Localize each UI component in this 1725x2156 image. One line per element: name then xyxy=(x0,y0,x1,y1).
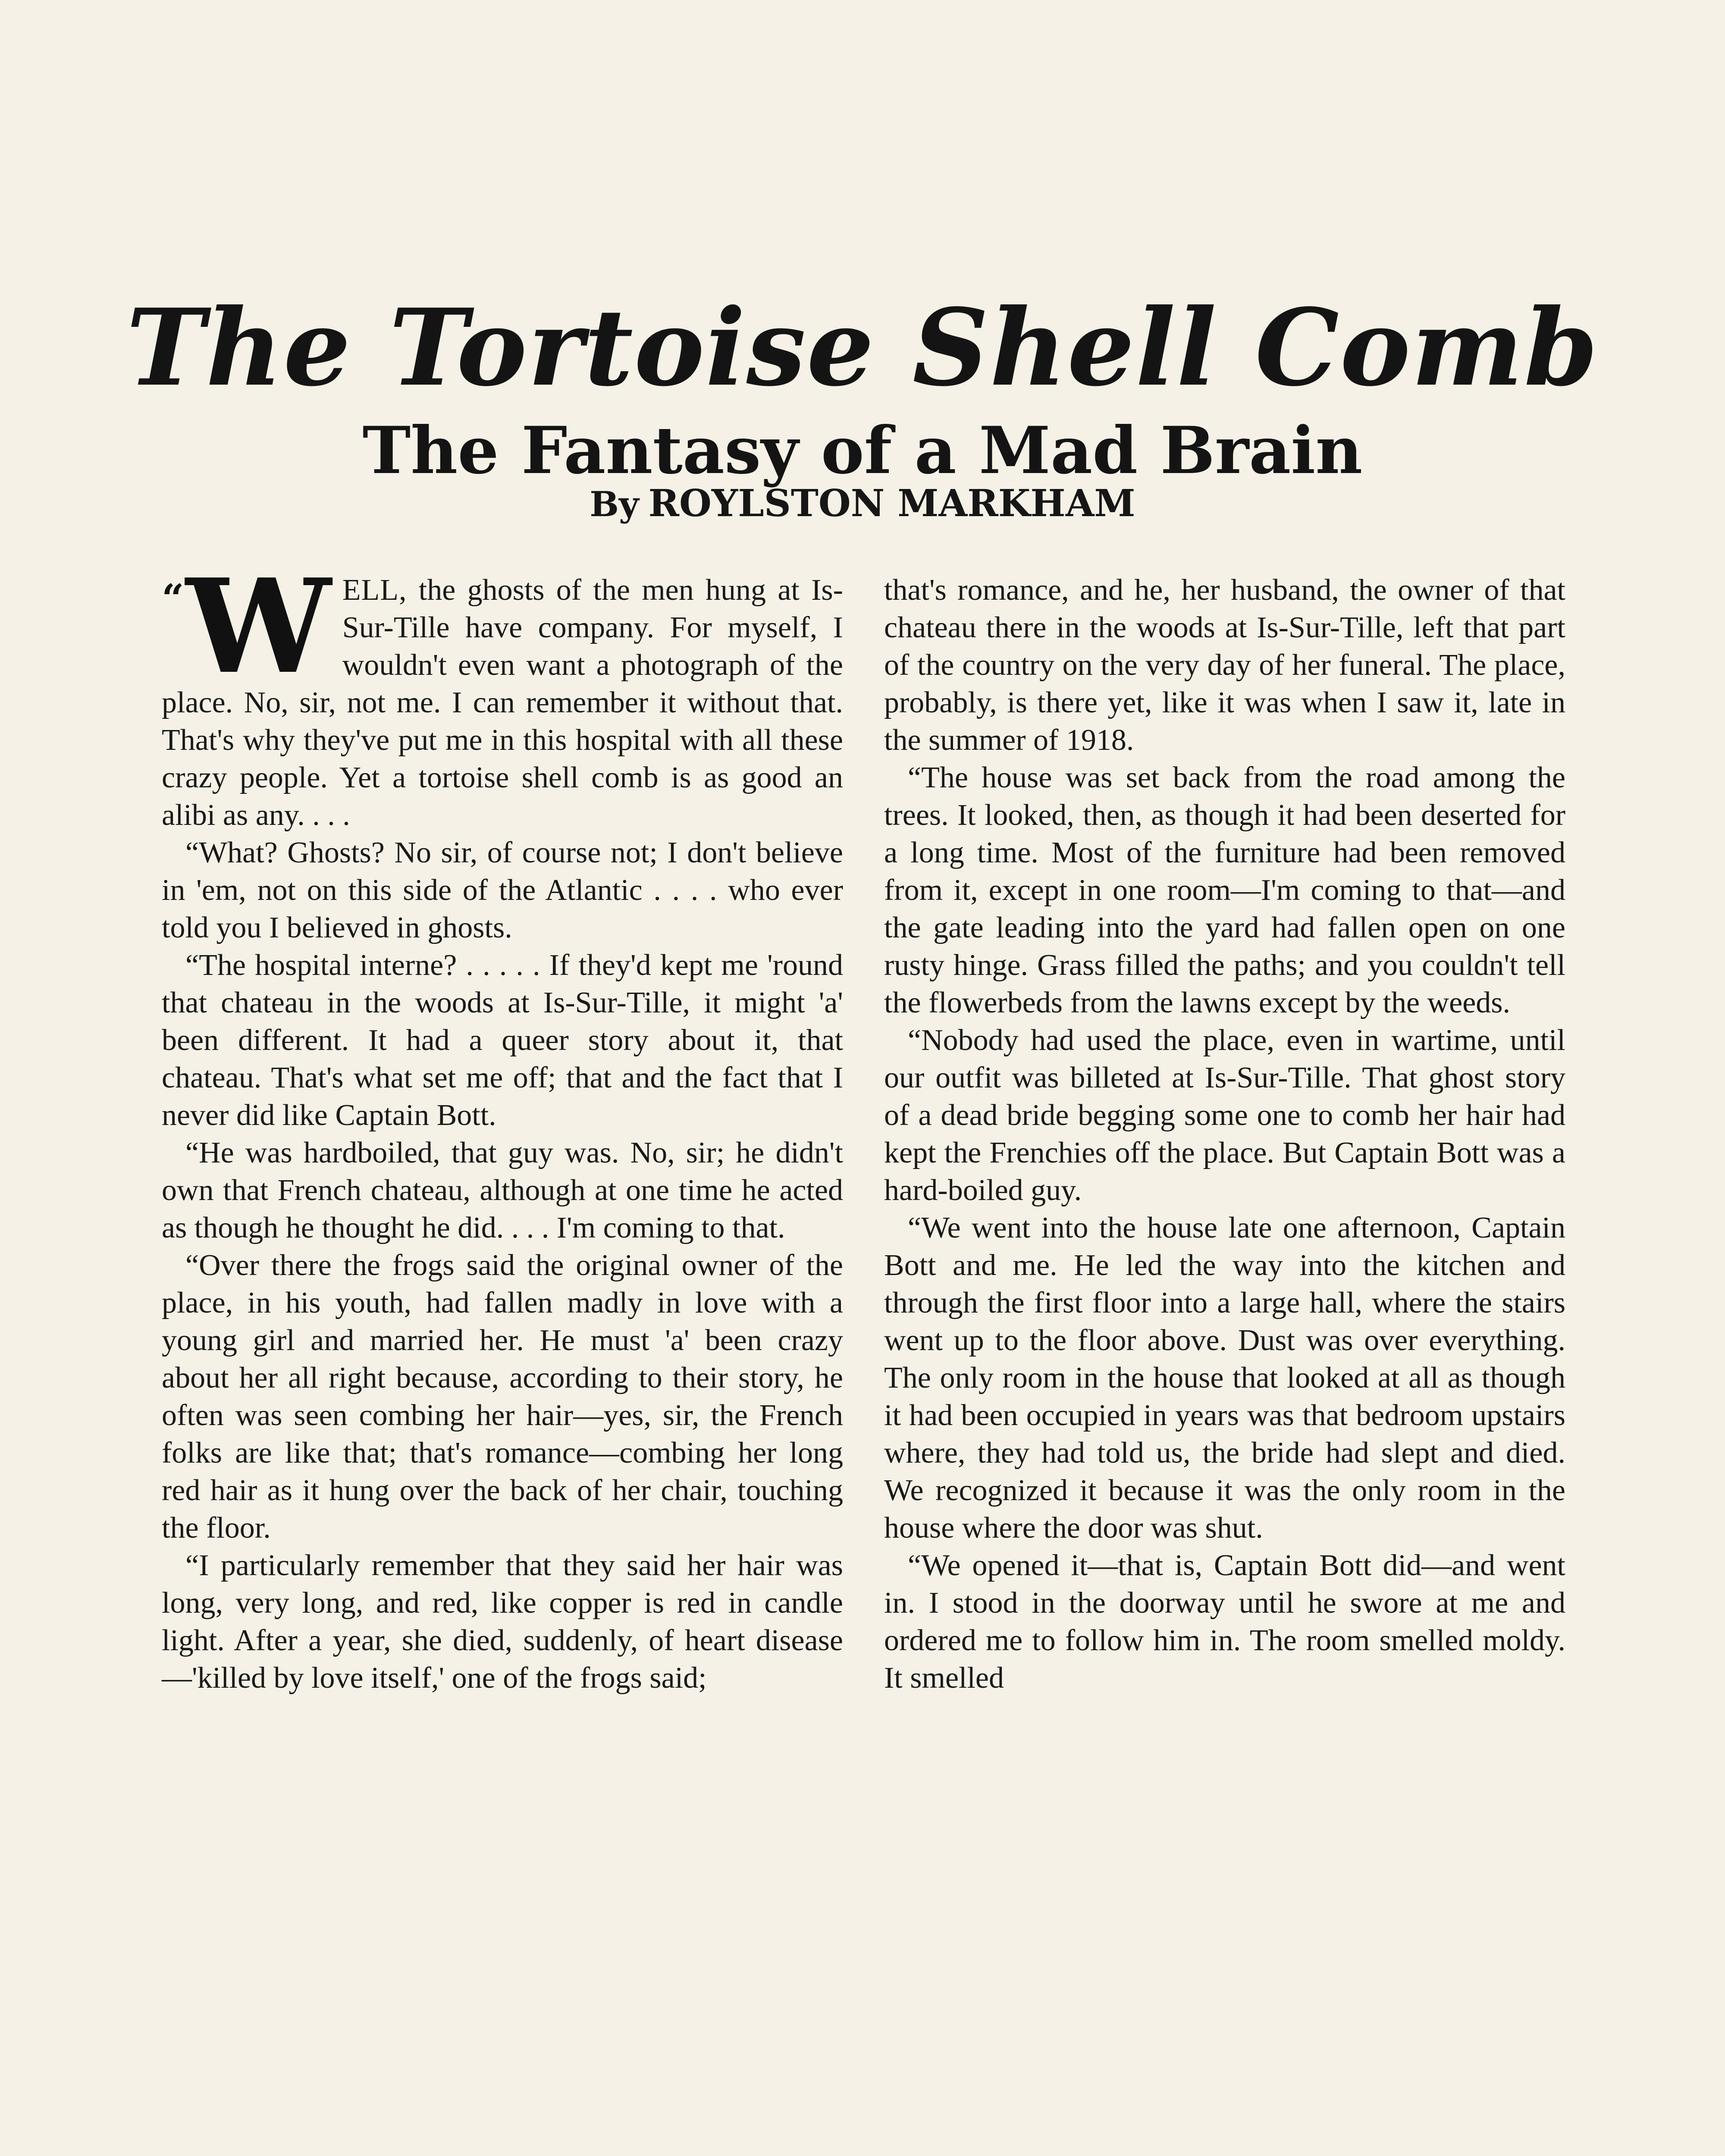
paragraph: “We opened it—that is, Captain Bott did—and went in. I stood in the doorway until he swore at me and ordered me to follow him in. The room smelled moldy. It smelled xyxy=(884,1549,1565,1695)
paragraph: “The hospital interne? . . . . . If they'd kept me 'round that chateau in the woods at Is-Sur-Tille, it might 'a' been different. It had a queer story about it, that chateau. That's what set me off; that and the fact that I never did like Captain Bott. xyxy=(162,949,843,1132)
opening-smallcaps: ELL, xyxy=(342,573,407,607)
drop-cap-quote: “ xyxy=(162,576,184,621)
drop-cap-letter: W xyxy=(185,550,331,702)
paragraph xyxy=(162,550,843,834)
right-column xyxy=(884,571,1565,1697)
paragraph: “Over there the frogs said the original owner of the place, in his youth, had fallen madly in love with a young girl and married her. He must 'a' been crazy about her all right because, according to their story, he often was seen combing her hair—yes, sir, the French folks are like that; that's romance—combing her long red hair as it hung over the back of her chair, touching the floor. xyxy=(162,1249,843,1545)
paragraph: “What? Ghosts? No sir, of course not; I don't believe in 'em, not on this side of the Atlantic . . . . who ever told you I believed in ghosts. xyxy=(162,836,843,944)
drop-cap xyxy=(162,550,331,702)
story-title: The Tortoise Shell Comb xyxy=(126,285,1599,410)
paragraph: “We went into the house late one afternoon, Captain Bott and me. He led the way into the kitchen and through the first floor into a large hall, where the stairs went up to the floor above. Dust was over everything. The only room in the house that looked at all as though it had been occupied in years was that bedroom upstairs where, they had told us, the bride had slept and died. We recognized it because it was the only room in the house where the door was shut. xyxy=(884,1211,1565,1545)
paragraph: “The house was set back from the road among the trees. It looked, then, as though it had been deserted for a long time. Most of the furniture had been removed from it, except in one room—I'm coming to that—and the gate leading into the yard had fallen open on one rusty hinge. Grass filled the paths; and you couldn't tell the flowerbeds from the lawns except by the weeds. xyxy=(884,761,1565,1019)
paragraph: “He was hardboiled, that guy was. No, sir; he didn't own that French chateau, although at one time he acted as though he thought he did. . . . I'm coming to that. xyxy=(162,1136,843,1244)
byline-author: ROYLSTON MARKHAM xyxy=(648,482,1135,525)
left-column xyxy=(162,550,843,1697)
byline-prefix: By xyxy=(590,484,639,524)
story-subtitle: The Fantasy of a Mad Brain xyxy=(362,412,1363,489)
paragraph: “Nobody had used the place, even in wartime, until our outfit was billeted at Is-Sur-Tille. That ghost story of a dead bride begging some one to comb her hair had kept the Frenchies off the place. But Captain Bott was a hard-boiled guy. xyxy=(884,1024,1565,1207)
paragraph-text: the ghosts of the men hung at Is-Sur-Tille have company. For myself, I wouldn't even want a photograph of the place. No, sir, not me. I can remember it without that. That's why they've put me in this hospital with all these crazy people. Yet a tortoise shell comb is as good an alibi as any. . . . xyxy=(162,573,843,832)
paragraph: that's romance, and he, her husband, the owner of that chateau there in the woods at Is-Sur-Tille, left that part of the country on the very day of her funeral. The place, probably, is there yet, like it was when I saw it, late in the summer of 1918. xyxy=(884,573,1565,757)
byline xyxy=(0,482,1725,525)
paragraph: “I particularly remember that they said her hair was long, very long, and red, like copper is red in candle light. After a year, she died, suddenly, of heart disease—'killed by love itself,' one of the frogs said; xyxy=(162,1549,843,1695)
